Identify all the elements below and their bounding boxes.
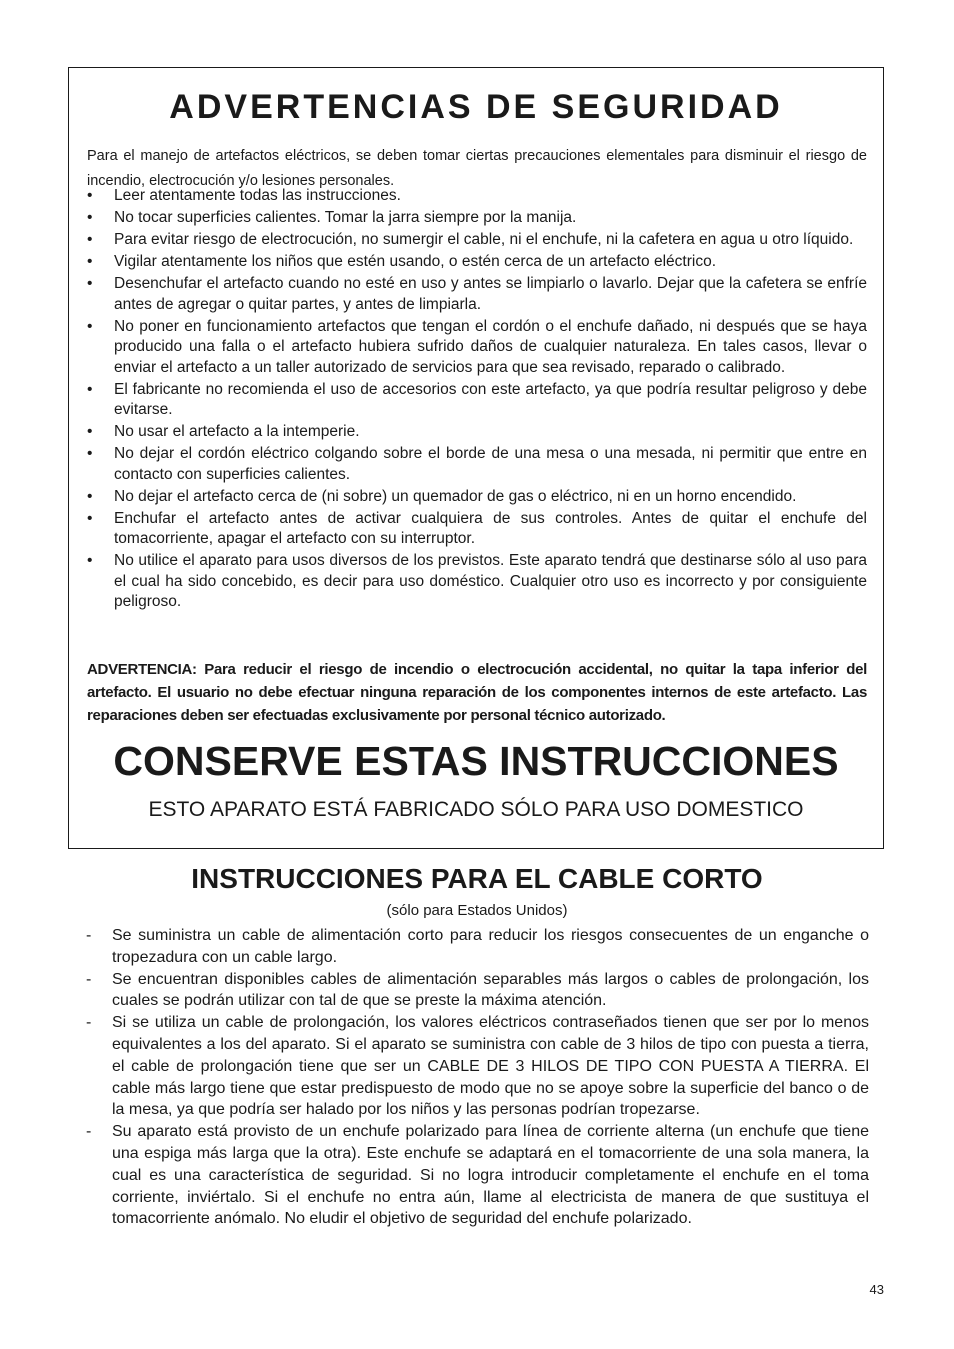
list-item: • Enchufar el artefacto antes de activar cualquiera de sus controles. Antes de quitar el enchufe del tomacorriente, apagar el artefacto con su interruptor.: [87, 509, 867, 547]
list-item: • No tocar superficies calientes. Tomar la jarra siempre por la manija.: [87, 208, 867, 229]
page-number: 43: [869, 1282, 884, 1297]
list-item: • No dejar el cordón eléctrico colgando sobre el borde de una mesa o una mesada, ni permitir que entre en contacto con superficies calientes.: [87, 445, 867, 483]
list-item: • No usar el artefacto a la intemperie.: [87, 422, 867, 443]
safety-title: ADVERTENCIAS DE SEGURIDAD: [169, 88, 783, 126]
list-item: • Vigilar atentamente los niños que estén usando, o estén cerca de un artefacto eléctrico.: [87, 252, 867, 273]
bullet-icon: •: [87, 187, 93, 204]
bullet-icon: •: [87, 423, 93, 440]
list-item: • No poner en funcionamiento artefactos que tengan el cordón o el enchufe dañado, ni después que se haya producido una falla o el artefacto hubiera sufrido daños de cualquier naturaleza. En tales casos, llevar o enviar el artefacto a un taller autorizado de servicios para que sea revisado, reparado o calibrado.: [87, 317, 867, 376]
bullet-icon: •: [87, 509, 93, 527]
conserve-heading: CONSERVE ESTAS INSTRUCCIONES: [113, 738, 839, 784]
list-item: - Se suministra un cable de alimentación corto para reducir los riesgos consecuentes de un enganche o tropezadura con un cable largo.: [86, 927, 869, 966]
warning-paragraph: ADVERTENCIA: Para reducir el riesgo de incendio o electrocución accidental, no quitar la tapa inferior del artefacto. El usuario no debe efectuar ninguna reparación de los componentes internos de este artefacto. Las reparaciones deben ser efectuadas exclusivamente por personal técnico autorizado.: [87, 661, 867, 724]
cable-title: INSTRUCCIONES PARA EL CABLE CORTO: [191, 863, 763, 894]
bullet-icon: •: [87, 253, 93, 270]
cable-subtitle: (sólo para Estados Unidos): [386, 902, 568, 919]
safety-intro: Para el manejo de artefactos eléctricos, se deben tomar ciertas precauciones elementales para disminuir el riesgo de incendio, electrocución y/o lesiones personales.: [87, 148, 867, 189]
list-item: • El fabricante no recomienda el uso de accesorios con este artefacto, ya que podría resultar peligroso y debe evitarse.: [87, 380, 867, 418]
list-item: • Desenchufar el artefacto cuando no esté en uso y antes se limpiarlo o lavarlo. Dejar que la cafetera se enfríe antes de agregar o quitar partes, y antes de limpiarla.: [87, 275, 867, 313]
dash-icon: -: [86, 927, 92, 944]
bullet-icon: •: [87, 275, 93, 292]
list-item: - Se encuentran disponibles cables de alimentación separables más largos o cables de prolongación, los cuales se podrán utilizar con tal de que se preste la máxima atención.: [86, 970, 869, 1010]
bullet-icon: •: [87, 231, 93, 248]
bullet-icon: •: [87, 317, 93, 335]
dash-icon: -: [86, 970, 92, 988]
safety-list: [87, 186, 867, 614]
list-item: - Si se utiliza un cable de prolongación, los valores eléctricos contraseñados tienen que ser por lo menos equivalentes a los del aparato. Si el aparato se suministra con cable de 3 hilos de tipo con puesta a tierra, el cable de prolongación tiene que ser un CABLE DE 3 HILOS DE TIPO CON PUESTA A TIERRA. El cable más largo tiene que estar predispuesto de modo que no se apoye sobre la superficie del banco o de la mesa, ya que podría ser halado por los niños y las personas podrían tropezarse.: [86, 1014, 869, 1119]
list-item: • No utilice el aparato para usos diversos de los previstos. Este aparato tendrá que destinarse sólo al uso para el cual ha sido concebido, es decir para uso doméstico. Cualquier otro uso es incorrecto y por consiguiente peligroso.: [87, 552, 867, 610]
cable-list: [86, 925, 869, 1230]
bullet-icon: •: [87, 209, 93, 226]
domestic-use-note: ESTO APARATO ESTÁ FABRICADO SÓLO PARA USO DOMESTICO: [148, 798, 804, 821]
safety-warnings-box: [68, 67, 884, 849]
list-item: • No dejar el artefacto cerca de (ni sobre) un quemador de gas o eléctrico, ni en un horno encendido.: [87, 487, 867, 508]
dash-icon: -: [86, 1123, 92, 1141]
bullet-icon: •: [87, 380, 93, 398]
list-item: - Su aparato está provisto de un enchufe polarizado para línea de corriente alterna (un enchufe que tiene una espiga más larga que la otra). Este enchufe se adaptará en el tomacorriente de una sola manera, la cual es una característica de seguridad. Si no logra introducir completamente el enchufe en el toma corriente, inviértalo. Si el enchufe no entra aún, llame al electricista de manera de que sustituya el tomacorriente anómalo. No eludir el objetivo de seguridad del enchufe polarizado.: [86, 1123, 869, 1228]
list-item: • Leer atentamente todas las instrucciones.: [87, 186, 867, 207]
list-item: • Para evitar riesgo de electrocución, no sumergir el cable, ni el enchufe, ni la cafetera en agua u otro líquido.: [87, 230, 867, 251]
bullet-icon: •: [87, 487, 93, 505]
bullet-icon: •: [87, 552, 93, 569]
dash-icon: -: [86, 1014, 92, 1032]
bullet-icon: •: [87, 445, 93, 462]
